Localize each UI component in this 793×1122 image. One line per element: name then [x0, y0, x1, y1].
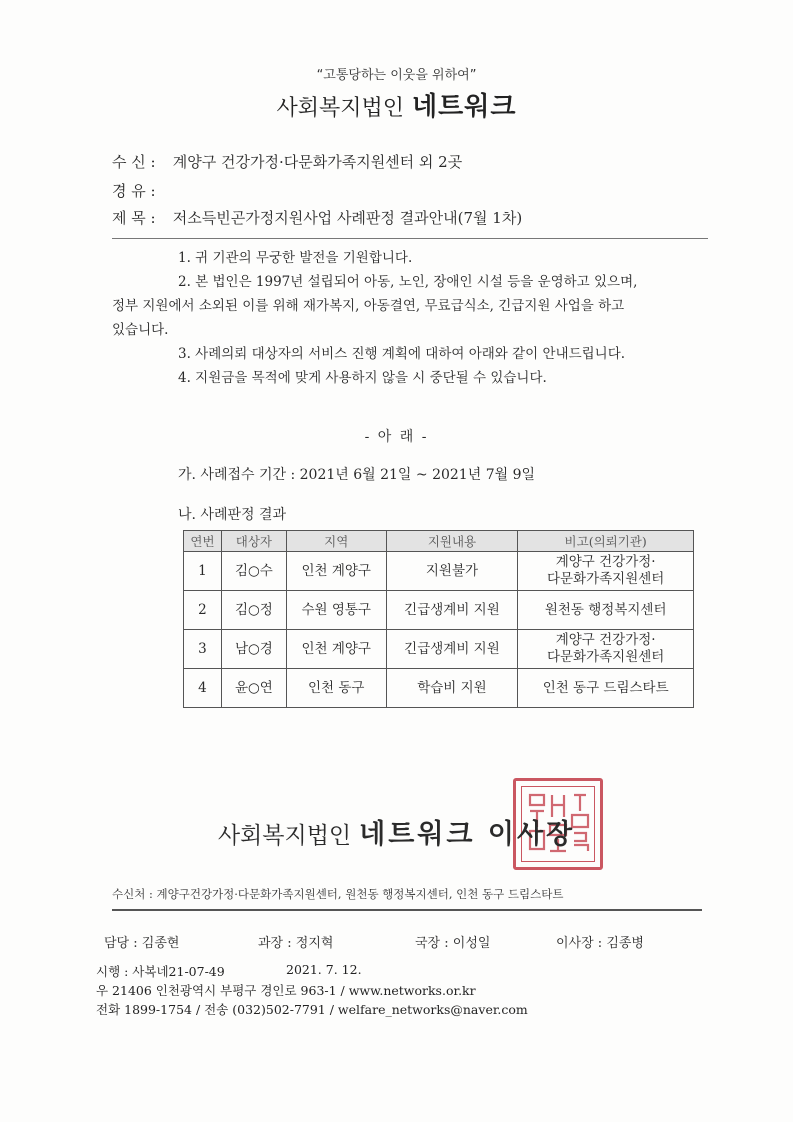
cell-region: 수원 영통구: [286, 591, 386, 630]
signature-org-brand: 네트워크 이사장: [359, 819, 576, 850]
cell-note: [518, 630, 694, 669]
note-line-1: 계양구 건강가정·: [555, 632, 656, 648]
via-row: [112, 180, 168, 201]
signer-manager: 담당 : 김종현: [104, 936, 180, 951]
recipient-label: 수 신 :: [112, 153, 156, 171]
header-no: 연번: [184, 531, 222, 552]
cell-support: 긴급생계비 지원: [386, 591, 518, 630]
cell-note: [518, 552, 694, 591]
cell-region: 인천 동구: [286, 669, 386, 708]
org-title: [0, 86, 793, 123]
subject-row: [112, 207, 522, 228]
signer-director: 국장 : 이성일: [415, 936, 491, 951]
below-heading: - 아 래 -: [364, 429, 429, 445]
header-region: 지역: [286, 531, 386, 552]
result-heading: 나. 사례판정 결과: [178, 507, 287, 523]
footer-divider: [112, 909, 702, 911]
doc-date: 2021. 7. 12.: [286, 962, 362, 977]
cell-no: 4: [184, 669, 222, 708]
cell-region: 인천 계양구: [286, 552, 386, 591]
table-row: [184, 552, 694, 591]
subject-label: 제 목 :: [112, 209, 156, 227]
cell-no: 1: [184, 552, 222, 591]
note-line-1: 원천동 행정복지센터: [544, 601, 667, 618]
cell-region: 인천 계양구: [286, 630, 386, 669]
cell-name: 김○수: [221, 552, 286, 591]
cell-no: 2: [184, 591, 222, 630]
cell-name: 남○경: [221, 630, 286, 669]
paragraph-2-line-1: 2. 본 법인은 1997년 설립되어 아동, 노인, 장애인 시설 등을 운영하고 있으며,: [178, 274, 638, 290]
signature-org-prefix: 사회복지법인: [217, 823, 352, 849]
address-line: 우 21406 인천광역시 부평구 경인로 963-1 / www.networks.or.kr: [96, 983, 476, 998]
note-line-2: 다문화가족지원센터: [546, 571, 665, 587]
slogan: “고통당하는 이웃을 위하여”: [316, 68, 477, 83]
cell-note: [518, 669, 694, 708]
signer-chairman: 이사장 : 김종병: [556, 936, 644, 951]
paragraph-2-line-3: 있습니다.: [112, 322, 169, 338]
paragraph-4: 4. 지원금을 목적에 맞게 사용하지 않을 시 중단될 수 있습니다.: [178, 370, 547, 386]
paragraph-3: 3. 사례의뢰 대상자의 서비스 진행 계획에 대하여 아래와 같이 안내드립니다.: [178, 346, 626, 362]
cell-support: 지원불가: [386, 552, 518, 591]
recipients-line: 수신처 : 계양구건강가정·다문화가족지원센터, 원천동 행정복지센터, 인천 동구 드림스타트: [112, 887, 564, 901]
note-line-1: 인천 동구 드림스타트: [542, 679, 669, 696]
table-row: [184, 591, 694, 630]
subject-value: 저소득빈곤가정지원사업 사례판정 결과안내(7월 1차): [172, 209, 523, 227]
header-divider: [112, 238, 708, 239]
header-note: 비고(의뢰기관): [518, 531, 694, 552]
note-line-2: 다문화가족지원센터: [546, 649, 665, 665]
header-name: 대상자: [221, 531, 286, 552]
header-support: 지원내용: [386, 531, 518, 552]
org-brand: 네트워크: [412, 92, 517, 122]
org-prefix: 사회복지법인: [276, 96, 405, 121]
period-line: 가. 사례접수 기간 : 2021년 6월 21일 ~ 2021년 7월 9일: [178, 467, 536, 483]
cell-name: 김○정: [221, 591, 286, 630]
results-table: [183, 530, 694, 708]
doc-number: 시행 : 사복네21-07-49: [96, 964, 225, 979]
signature-title: [0, 812, 793, 851]
paragraph-2-line-2: 정부 지원에서 소외된 이를 위해 재가복지, 아동결연, 무료급식소, 긴급지원 사업을 하고: [112, 298, 625, 314]
cell-no: 3: [184, 630, 222, 669]
cell-support: 학습비 지원: [386, 669, 518, 708]
cell-name: 윤○연: [221, 669, 286, 708]
recipient-value: 계양구 건강가정·다문화가족지원센터 외 2곳: [172, 153, 463, 171]
cell-support: 긴급생계비 지원: [386, 630, 518, 669]
signer-section-chief: 과장 : 정지혁: [258, 936, 334, 951]
table-header-row: [184, 531, 694, 552]
contact-line: 전화 1899-1754 / 전송 (032)502-7791 / welfare_networks@naver.com: [96, 1002, 528, 1017]
paragraph-1: 1. 귀 기관의 무궁한 발전을 기원합니다.: [178, 250, 413, 266]
via-label: 경 유 :: [112, 182, 156, 200]
table-row: [184, 669, 694, 708]
recipient-row: [112, 151, 462, 172]
table-row: [184, 630, 694, 669]
note-line-1: 계양구 건강가정·: [555, 554, 656, 570]
cell-note: [518, 591, 694, 630]
